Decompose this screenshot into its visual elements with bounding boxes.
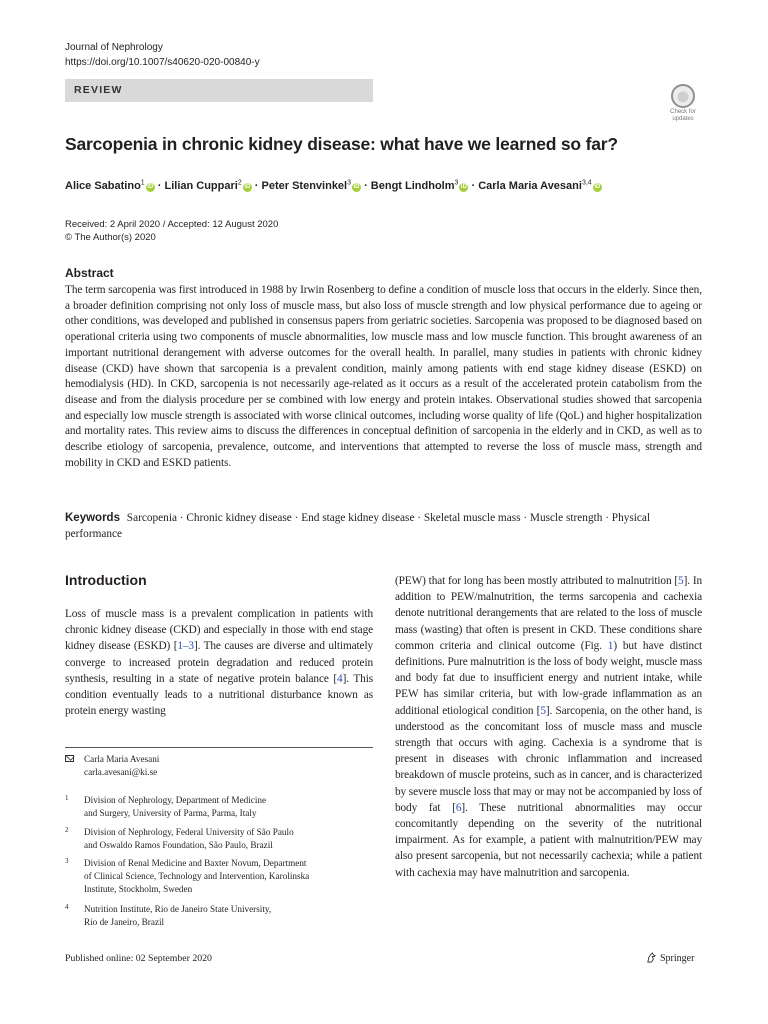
publisher-name: Springer bbox=[660, 953, 695, 964]
orcid-icon[interactable]: iD bbox=[244, 183, 251, 190]
affiliation: 2 Division of Nephrology, Federal University of São Paulo and Oswaldo Ramos Foundation, São Paulo, Brazil bbox=[65, 826, 294, 850]
author[interactable]: Lilian Cuppari$^2$iD · bbox=[164, 179, 262, 192]
author[interactable]: Alice Sabatino$^1$iD · bbox=[65, 179, 165, 192]
citation-link[interactable]: 5 bbox=[540, 704, 546, 717]
section-heading-introduction: Introduction bbox=[65, 572, 147, 588]
springer-horse-icon bbox=[646, 952, 657, 963]
orcid-icon[interactable]: iD bbox=[460, 183, 467, 190]
figure-link[interactable]: 1 bbox=[607, 639, 614, 652]
intro-column-left: Loss of muscle mass is a prevalent complication in patients with chronic kidney disease (CKD) and especially in those with end stage kidney disease (ESKD) [1–3]. The causes are diverse and ultimately converge to increased protein degradation and reduced protein synthesis, resulting in a state of negative protein balance [4]. This condition eventually leads to a nutritional disturbance known as protein energy wasting bbox=[65, 608, 373, 718]
orcid-icon[interactable]: iD bbox=[353, 183, 360, 190]
article-title: Sarcopenia in chronic kidney disease: what have we learned so far? bbox=[65, 134, 618, 154]
intro-column-right: (PEW) that for long has been mostly attributed to malnutrition [5]. In addition to PEW/malnutrition, the terms sarcopenia and cachexia denote nutritional derangements that are related to the loss of muscle mass (wasting) that often is present in CKD. These conditions share common criteria and clinical outcome (Fig. 1) but have distinct definitions. Pure malnutrition is the loss of body weight, muscle mass and body fat due to insufficient energy and nutrient intake, while PEW has similar criteria, but with low-grade inflammation as an additional etiological condition [5]. Sarcopenia, on the other hand, is understood as the concomitant loss of muscle mass and muscle strength that occurs with aging. Cachexia is a syndrome that is present in diseases with chronic inflammation and increased breakdown of muscle proteins, such as in cancer, and is characterized by severe muscle loss that may or may not be accompanied by loss of body fat [6]. These nutritional abnormalities may occur concomitantly depending on the severity of the nutritional impairment. As for example, a patient with malnutrition/PEW may also present sarcopenia, but not necessarily cachexia; while a patient with cachexia may have malnutrition and sarcopenia. bbox=[395, 575, 702, 879]
received-accepted: Received: 2 April 2020 / Accepted: 12 August 2020 bbox=[65, 219, 279, 230]
published-online: Published online: 02 September 2020 bbox=[65, 953, 212, 964]
doi-link[interactable]: https://doi.org/10.1007/s40620-020-00840-y bbox=[65, 57, 260, 68]
journal-header bbox=[65, 40, 260, 70]
author[interactable]: Carla Maria Avesani$^{3,4}$iD bbox=[478, 179, 601, 192]
copyright: © The Author(s) 2020 bbox=[65, 232, 156, 243]
author-list bbox=[65, 179, 602, 192]
section-label: REVIEW bbox=[74, 84, 123, 96]
section-banner bbox=[65, 79, 373, 102]
citation-link[interactable]: 6 bbox=[455, 801, 462, 814]
citation-link[interactable]: 4 bbox=[337, 672, 343, 685]
orcid-icon[interactable]: iD bbox=[594, 183, 601, 190]
journal-name: Journal of Nephrology bbox=[65, 42, 163, 53]
abstract-heading: Abstract bbox=[65, 266, 114, 280]
check-updates-icon bbox=[671, 84, 695, 108]
affiliation: 1 Division of Nephrology, Department of Medicine and Surgery, University of Parma, Parma, Italy bbox=[65, 794, 267, 818]
orcid-icon[interactable]: iD bbox=[147, 183, 154, 190]
corresponding-email[interactable]: carla.avesani@ki.se bbox=[84, 767, 158, 777]
affiliation: 3 Division of Renal Medicine and Baxter Novum, Department of Clinical Science, Technology and Intervention, Karolinska Institute, Stockholm, Sweden bbox=[65, 857, 310, 894]
affiliation: 4 Nutrition Institute, Rio de Janeiro State University, Rio de Janeiro, Brazil bbox=[65, 903, 272, 927]
corresponding-author bbox=[65, 753, 159, 779]
check-for-updates-badge[interactable] bbox=[663, 84, 703, 124]
footnote-divider bbox=[65, 747, 373, 748]
check-updates-label: Check for updates bbox=[670, 109, 696, 122]
abstract-text: The term sarcopenia was first introduced in 1988 by Irwin Rosenberg to define a condition of muscle loss that occurs in the elderly. Since then, a broader definition comprising not only loss of muscle mass, but also loss of muscle strength and low physical performance due to ageing or other conditions, was developed and published in consensus papers from geriatric societies. Sarcopenia was proposed to be diagnosed based on operational criteria using two components of muscle abnormalities, low muscle mass and low muscle function. This brought awareness of an important nutritional derangement with adverse outcomes for the overall health. In parallel, many studies in patients with chronic kidney disease (CKD) have shown that sarcopenia is a prevalent condition, mainly among patients with end stage kidney disease (ESKD) on hemodialysis (HD). In CKD, sarcopenia is not necessarily age-related as it occurs as a result of the accelerated protein catabolism from the disease and from the dialysis procedure per se combined with low energy and protein intakes. Observational studies showed that sarcopenia and especially low muscle strength is associated with worse clinical outcomes, including worse quality of life (QoL) and higher hospitalization and mortality rates. This review aims to discuss the differences in conceptual definition of sarcopenia in the elderly and in CKD, as well as to describe etiology of sarcopenia, prevalence, outcome, and interventions that attempted to reverse the loss of muscle mass, strength and mobility in CKD and ESKD patients. bbox=[65, 284, 702, 469]
corresponding-name: Carla Maria Avesani bbox=[84, 754, 160, 764]
author[interactable]: Bengt Lindholm$^3$iD · bbox=[370, 179, 479, 192]
citation-link[interactable]: 1–3 bbox=[177, 640, 194, 653]
author[interactable]: Peter Stenvinkel$^3$iD · bbox=[261, 179, 371, 192]
keywords-label: Keywords bbox=[65, 512, 120, 524]
publisher-logo bbox=[646, 952, 694, 964]
envelope-icon bbox=[65, 755, 74, 762]
keywords-list: Sarcopenia · Chronic kidney disease · End stage kidney disease · Skeletal muscle mass · Muscle strength · Physical performance bbox=[65, 512, 651, 540]
keywords bbox=[65, 510, 702, 542]
citation-link[interactable]: 5 bbox=[678, 575, 684, 587]
article-dates bbox=[65, 218, 278, 244]
